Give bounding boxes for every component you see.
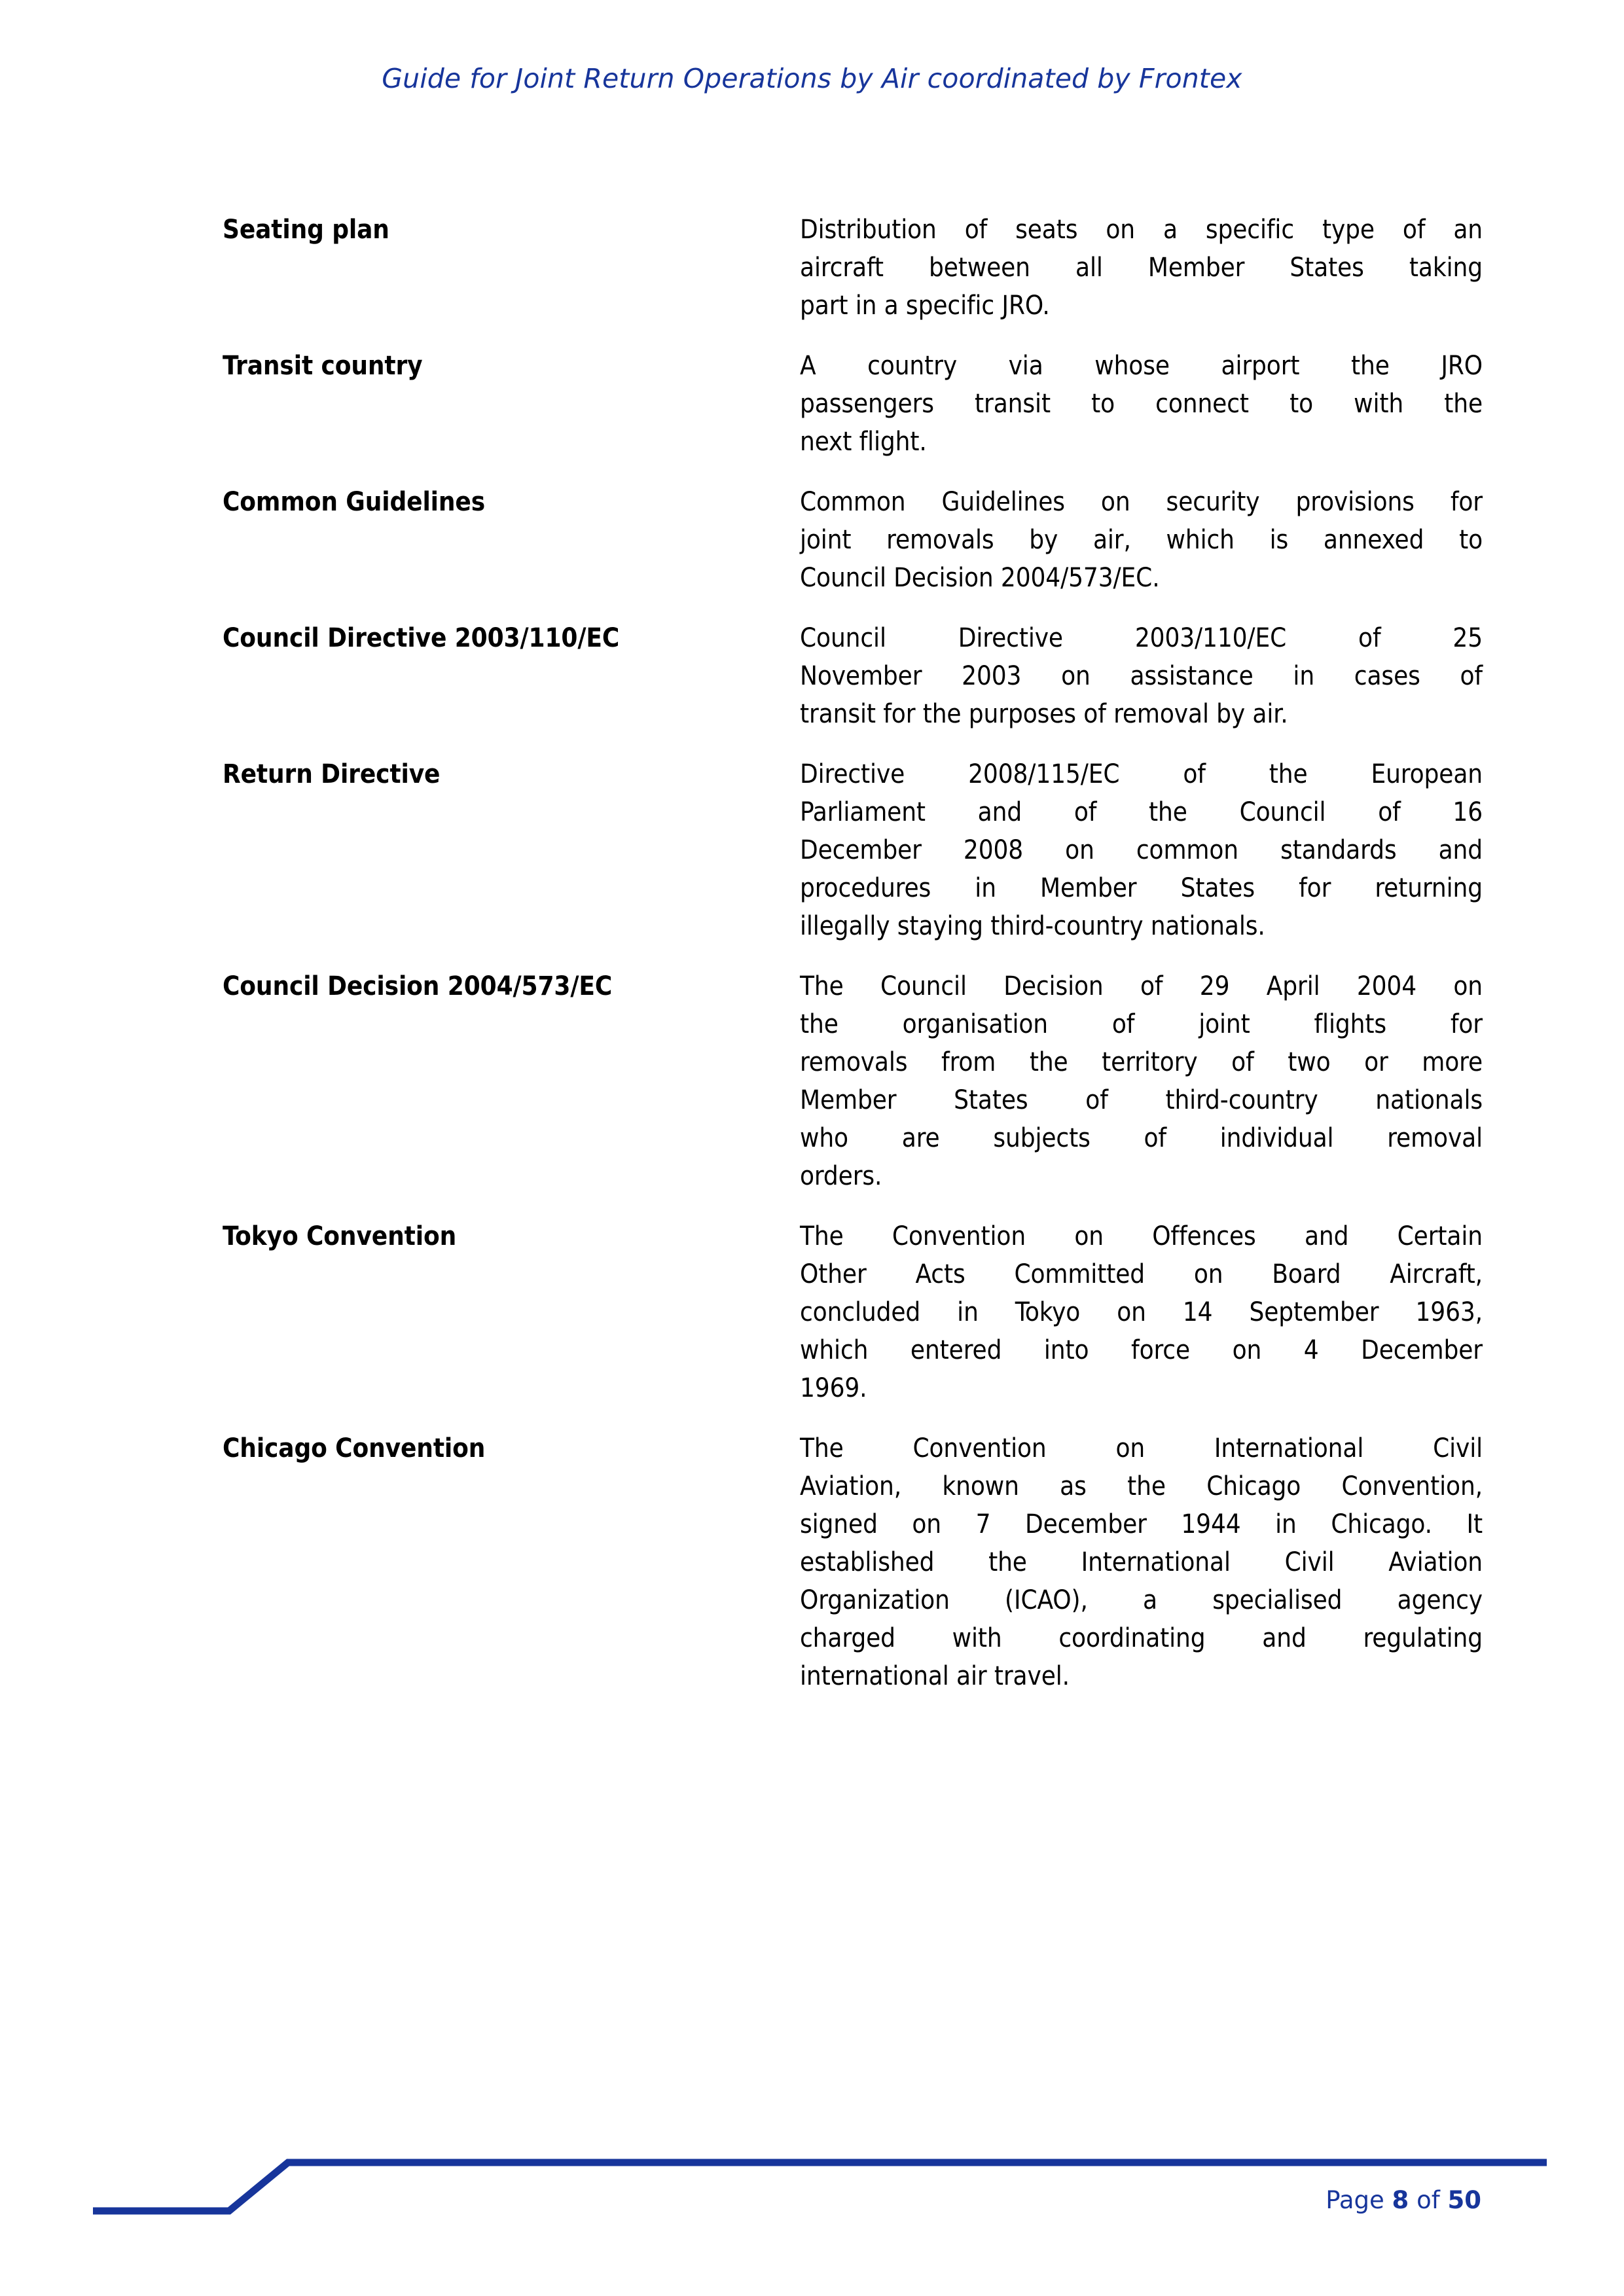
glossary-term: Council Decision 2004/573/EC [223,971,613,1001]
definition-line: charged with coordinating and regulating [800,1623,1483,1653]
definition-line: Organization (ICAO), a specialised agency [800,1585,1483,1615]
glossary-term: Council Directive 2003/110/EC [223,623,620,653]
total-page-count: 50 [1447,2186,1481,2214]
definition-line: December 2008 on common standards and [800,835,1483,865]
glossary-definition [800,1429,1483,1695]
definition-line: Common Guidelines on security provisions for [800,487,1483,517]
glossary-term: Transit country [223,351,423,381]
definition-line: The Convention on International Civil [800,1433,1483,1463]
page-label: Page [1326,2186,1384,2214]
definition-line: procedures in Member States for returning [800,873,1483,903]
glossary-entry [223,483,1483,597]
definition-line: joint removals by air, which is annexed to [800,525,1483,555]
glossary-term: Return Directive [223,759,441,789]
header-title: Guide for Joint Return Operations by Air coordinated by Frontex [382,63,1242,94]
page-footer [0,2139,1624,2296]
glossary-term: Chicago Convention [223,1433,486,1463]
definition-line: Distribution of seats on a specific type of an [800,215,1483,245]
definition-line: 1969. [800,1373,867,1403]
definition-line: which entered into force on 4 December [800,1335,1483,1365]
glossary-definition [800,483,1483,597]
definition-line: Aviation, known as the Chicago Convention, [800,1471,1483,1501]
glossary-term: Tokyo Convention [223,1221,457,1251]
definition-line: transit for the purposes of removal by air. [800,699,1288,729]
glossary-entry [223,755,1483,945]
glossary-entry [223,1217,1483,1407]
page-header [0,63,1624,94]
glossary-definition [800,619,1483,733]
glossary-list [223,211,1483,1695]
definition-line: A country via whose airport the JRO [800,351,1483,381]
definition-line: removals from the territory of two or more [800,1047,1483,1077]
glossary-definition [800,967,1483,1195]
definition-line: Other Acts Committed on Board Aircraft, [800,1259,1483,1289]
definition-line: who are subjects of individual removal [800,1123,1483,1153]
glossary-definition [800,1217,1483,1407]
definition-line: the organisation of joint flights for [800,1009,1483,1039]
glossary-term: Common Guidelines [223,487,486,517]
glossary-entry [223,347,1483,461]
definition-line: aircraft between all Member States taking [800,253,1483,283]
definition-line: Member States of third-country nationals [800,1085,1483,1115]
definition-line: passengers transit to connect to with the [800,389,1483,419]
definition-line: orders. [800,1161,882,1191]
definition-line: international air travel. [800,1661,1070,1691]
definition-line: next flight. [800,427,927,457]
definition-line: concluded in Tokyo on 14 September 1963, [800,1297,1483,1327]
glossary-entry [223,1429,1483,1695]
glossary-definition [800,211,1483,325]
definition-line: part in a specific JRO. [800,291,1050,321]
definition-line: November 2003 on assistance in cases of [800,661,1483,691]
definition-line: illegally staying third-country nationals. [800,911,1265,941]
definition-line: established the International Civil Aviation [800,1547,1483,1577]
glossary-definition [800,347,1483,461]
definition-line: Council Decision 2004/573/EC. [800,563,1160,593]
glossary-entry [223,967,1483,1195]
definition-line: The Council Decision of 29 April 2004 on [800,971,1483,1001]
definition-line: Council Directive 2003/110/EC of 25 [800,623,1483,653]
of-label: of [1416,2186,1440,2214]
definition-line: The Convention on Offences and Certain [800,1221,1483,1251]
definition-line: Directive 2008/115/EC of the European [800,759,1483,789]
page-number-indicator [1326,2186,1481,2215]
glossary-entry [223,619,1483,733]
glossary-definition [800,755,1483,945]
glossary-term: Seating plan [223,215,389,245]
glossary-entry [223,211,1483,325]
definition-line: signed on 7 December 1944 in Chicago. It [800,1509,1483,1539]
definition-line: Parliament and of the Council of 16 [800,797,1483,827]
current-page-number: 8 [1392,2186,1409,2214]
